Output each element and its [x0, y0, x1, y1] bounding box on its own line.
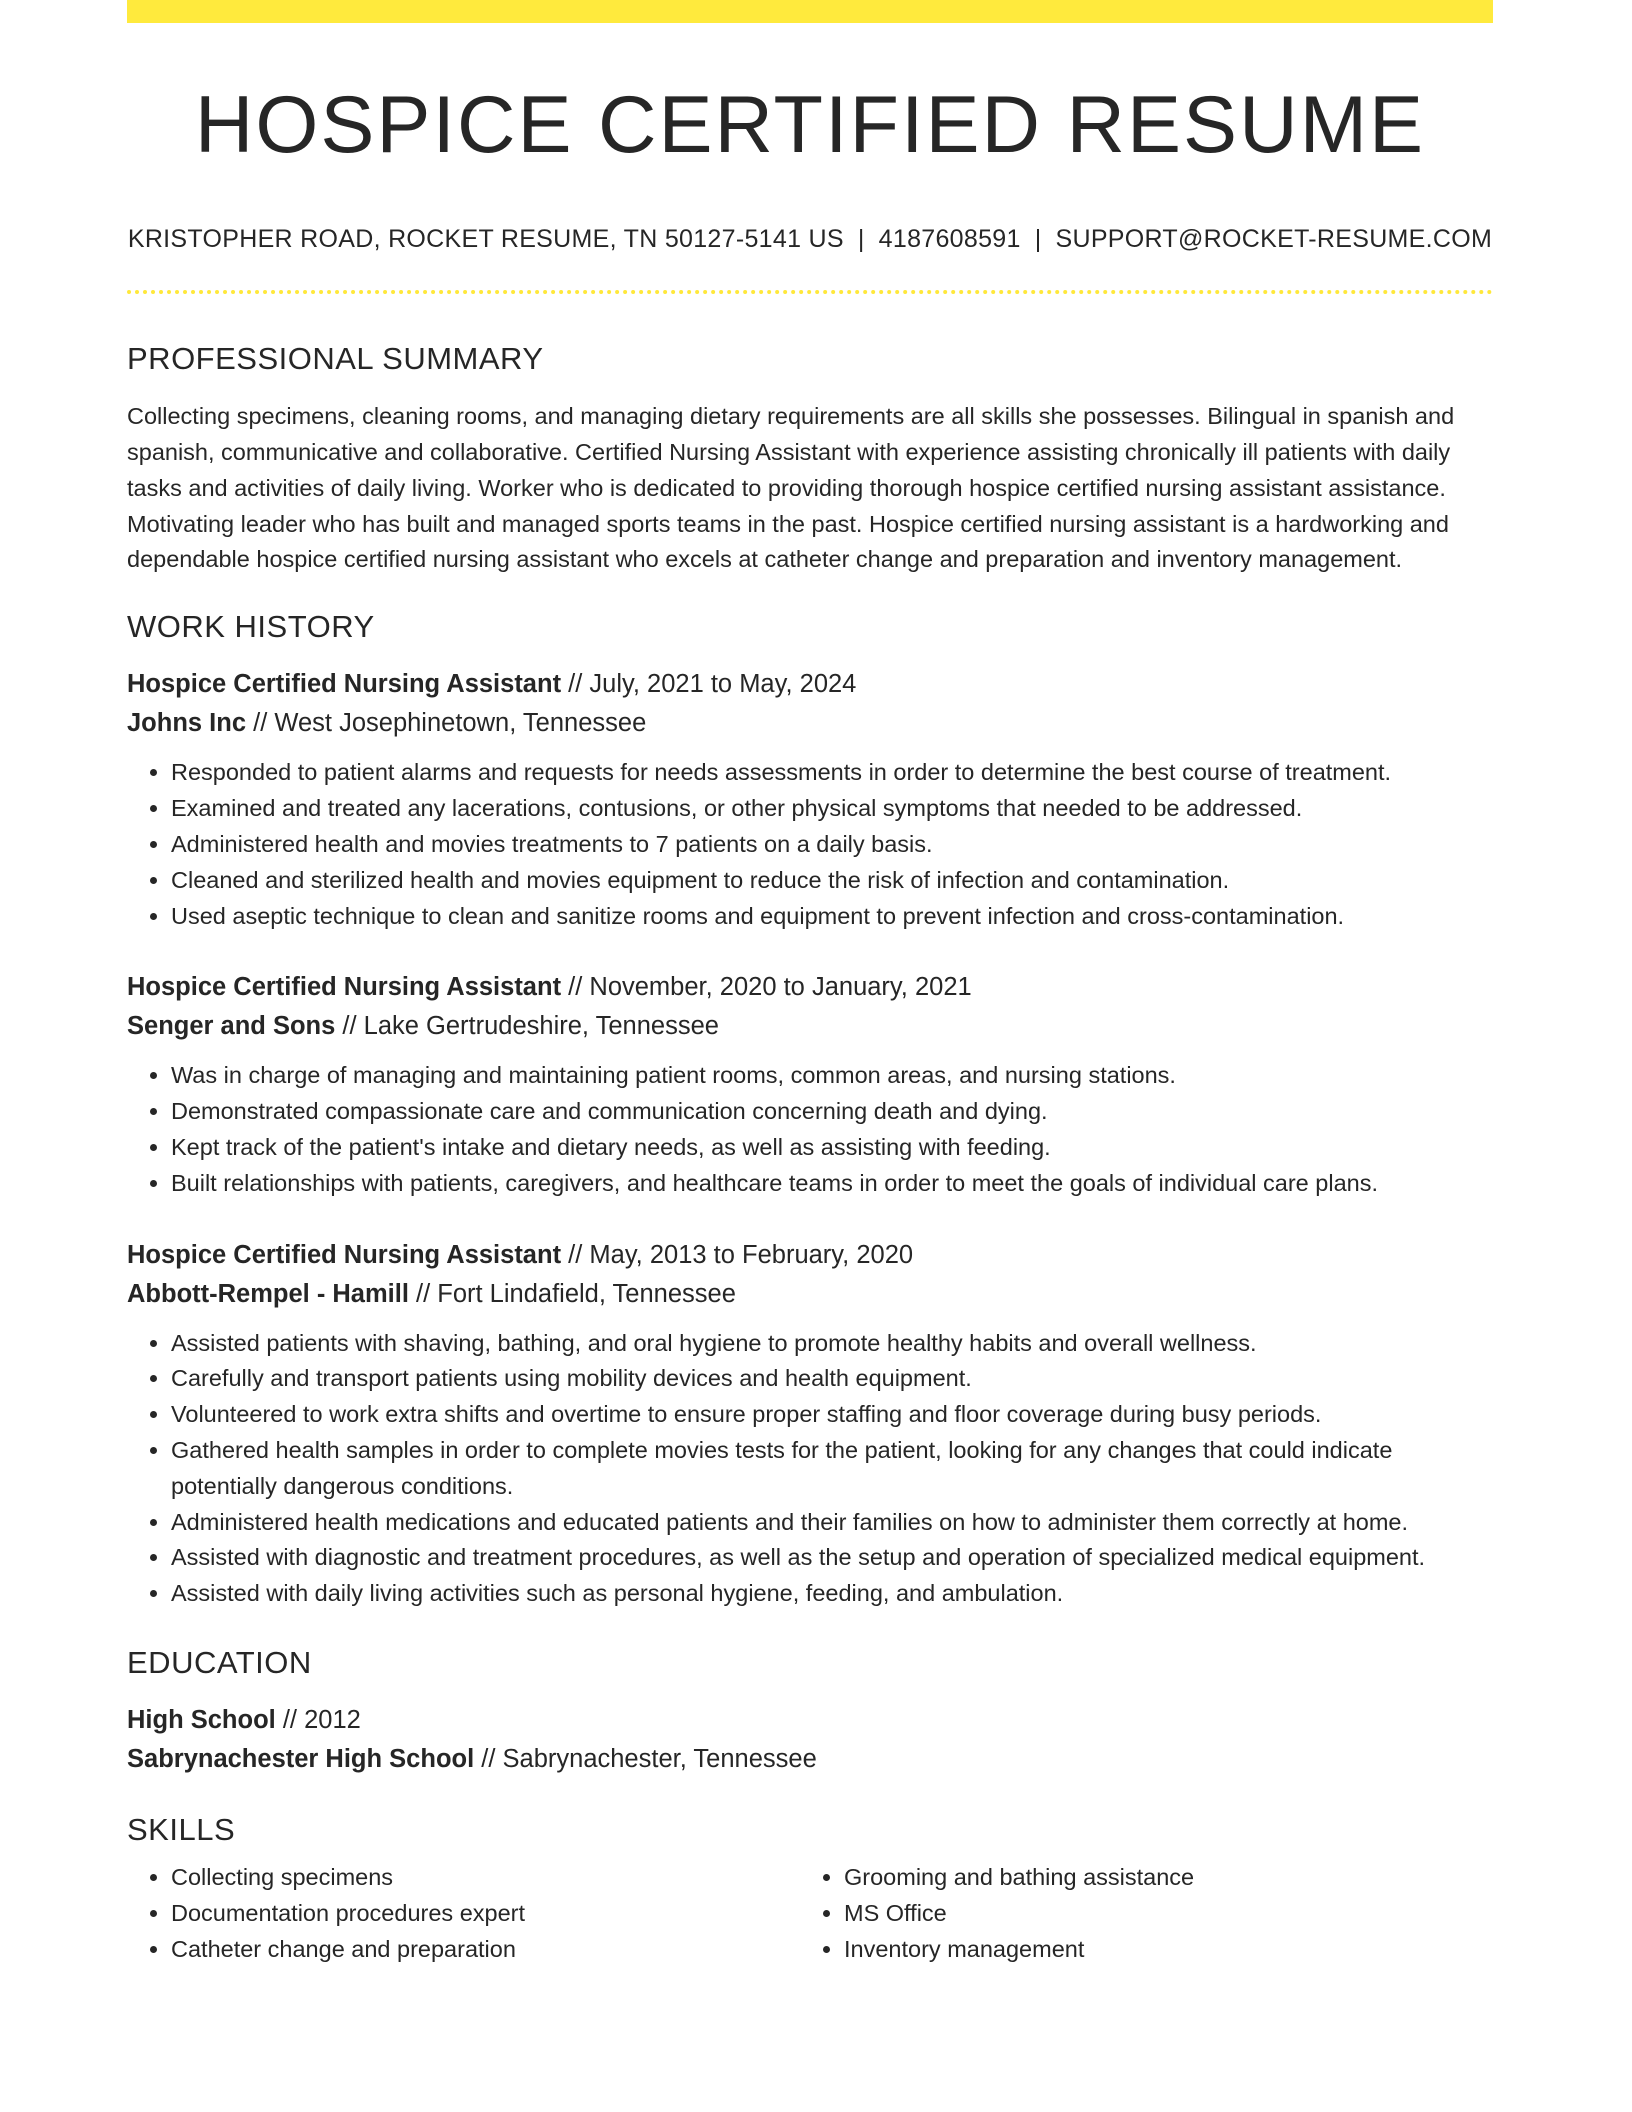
- skills-heading: SKILLS: [127, 1812, 236, 1848]
- education-school: Sabrynachester High School: [127, 1745, 475, 1774]
- contact-email: SUPPORT@ROCKET-RESUME.COM: [1055, 225, 1493, 254]
- job-bullets: [127, 755, 1493, 934]
- job-title: Hospice Certified Nursing Assistant: [127, 1240, 562, 1269]
- job-bullet: • Assisted patients with shaving, bathing, and oral hygiene to promote healthy habits and overall wellness.: [171, 1326, 1493, 1362]
- job-location: // Fort Lindafield, Tennessee: [408, 1279, 736, 1308]
- skill-item: • Documentation procedures expert: [171, 1896, 800, 1932]
- job-title: Hospice Certified Nursing Assistant: [127, 973, 562, 1002]
- job-bullet: • Used aseptic technique to clean and sanitize rooms and equipment to prevent infection and cross-contamination.: [171, 899, 1493, 935]
- job-bullet: • Administered health medications and educated patients and their families on how to administer them correctly at home.: [171, 1505, 1493, 1541]
- contact-separator: |: [1034, 225, 1042, 254]
- resume-content: [127, 23, 1493, 1968]
- skill-item: • Catheter change and preparation: [171, 1932, 800, 1968]
- education-degree: High School: [127, 1706, 276, 1735]
- job-entry: [127, 665, 1493, 934]
- education-entry: [127, 1701, 1493, 1779]
- job-bullets: [127, 1058, 1493, 1201]
- job-company: Abbott-Rempel - Hamill: [127, 1279, 409, 1308]
- job-bullets: [127, 1326, 1493, 1612]
- job-bullet: • Demonstrated compassionate care and communication concerning death and dying.: [171, 1094, 1493, 1130]
- education-year: // 2012: [275, 1706, 361, 1735]
- job-bullet: • Cleaned and sterilized health and movies equipment to reduce the risk of infection and contamination.: [171, 863, 1493, 899]
- education-location: // Sabrynachester, Tennessee: [474, 1745, 817, 1774]
- job-bullet: • Was in charge of managing and maintaining patient rooms, common areas, and nursing stations.: [171, 1058, 1493, 1094]
- job-title: Hospice Certified Nursing Assistant: [127, 670, 562, 699]
- job-company-line: [127, 704, 1493, 743]
- job-bullet: • Volunteered to work extra shifts and overtime to ensure proper staffing and floor coverage during busy periods.: [171, 1397, 1493, 1433]
- job-bullet: • Responded to patient alarms and requests for needs assessments in order to determine the best course of treatment.: [171, 755, 1493, 791]
- resume-title: HOSPICE CERTIFIED RESUME: [194, 80, 1426, 170]
- job-title-line: [127, 1236, 1493, 1275]
- job-entry: [127, 968, 1493, 1201]
- job-bullet: • Administered health and movies treatments to 7 patients on a daily basis.: [171, 827, 1493, 863]
- skills-columns: [127, 1860, 1493, 1967]
- accent-top-bar: [127, 0, 1493, 23]
- job-bullet: • Built relationships with patients, caregivers, and healthcare teams in order to meet the goals of individual care plans.: [171, 1166, 1493, 1202]
- job-company-line: [127, 1275, 1493, 1314]
- skill-item: • Collecting specimens: [171, 1860, 800, 1896]
- job-company: Johns Inc: [127, 709, 247, 738]
- job-title-line: [127, 968, 1493, 1007]
- job-dates: // November, 2020 to January, 2021: [561, 973, 972, 1002]
- skill-item: • MS Office: [844, 1896, 1473, 1932]
- job-company-line: [127, 1007, 1493, 1046]
- contact-separator: |: [857, 225, 865, 254]
- job-dates: // May, 2013 to February, 2020: [561, 1240, 914, 1269]
- job-bullet: • Assisted with diagnostic and treatment procedures, as well as the setup and operation of specialized medical equipment.: [171, 1540, 1493, 1576]
- job-company: Senger and Sons: [127, 1012, 336, 1041]
- contact-phone: 4187608591: [878, 225, 1021, 254]
- contact-address: KRISTOPHER ROAD, ROCKET RESUME, TN 50127-5141 US: [127, 225, 844, 254]
- summary-text: Collecting specimens, cleaning rooms, and managing dietary requirements are all skills she possesses. Bilingual in spanish and spanish, communicative and collaborative. Certified Nursing Assistant with experience assisting chronically ill patients with daily tasks and activities of daily living. Worker who is dedicated to providing thorough hospice certified nursing assistant assistance. Motivating leader who has built and managed sports teams in the past. Hospice certified nursing assistant is a hardworking and dependable hospice certified nursing assistant who excels at catheter change and preparation and inventory management.: [127, 403, 1455, 573]
- job-title-line: [127, 665, 1493, 704]
- education-degree-line: [127, 1701, 1493, 1740]
- job-bullet: • Kept track of the patient's intake and dietary needs, as well as assisting with feeding.: [171, 1130, 1493, 1166]
- job-location: // Lake Gertrudeshire, Tennessee: [335, 1012, 719, 1041]
- job-bullet: • Assisted with daily living activities such as personal hygiene, feeding, and ambulation.: [171, 1576, 1493, 1612]
- job-entry: [127, 1236, 1493, 1612]
- job-bullet: • Carefully and transport patients using mobility devices and health equipment.: [171, 1361, 1493, 1397]
- summary-heading: PROFESSIONAL SUMMARY: [127, 341, 544, 377]
- contact-line: [127, 225, 1493, 254]
- job-bullet: • Examined and treated any lacerations, contusions, or other physical symptoms that needed to be addressed.: [171, 791, 1493, 827]
- dotted-divider: [127, 290, 1493, 294]
- work-history-heading: WORK HISTORY: [127, 609, 375, 645]
- skill-item: • Inventory management: [844, 1932, 1473, 1968]
- job-bullet: • Gathered health samples in order to complete movies tests for the patient, looking for any changes that could indicate potentially dangerous conditions.: [171, 1433, 1493, 1505]
- skill-item: • Grooming and bathing assistance: [844, 1860, 1473, 1896]
- skills-right-list: [800, 1860, 1473, 1967]
- education-heading: EDUCATION: [127, 1645, 312, 1680]
- education-school-line: [127, 1740, 1493, 1779]
- job-dates: // July, 2021 to May, 2024: [561, 670, 857, 699]
- job-location: // West Josephinetown, Tennessee: [246, 709, 647, 738]
- skills-left-list: [127, 1860, 800, 1967]
